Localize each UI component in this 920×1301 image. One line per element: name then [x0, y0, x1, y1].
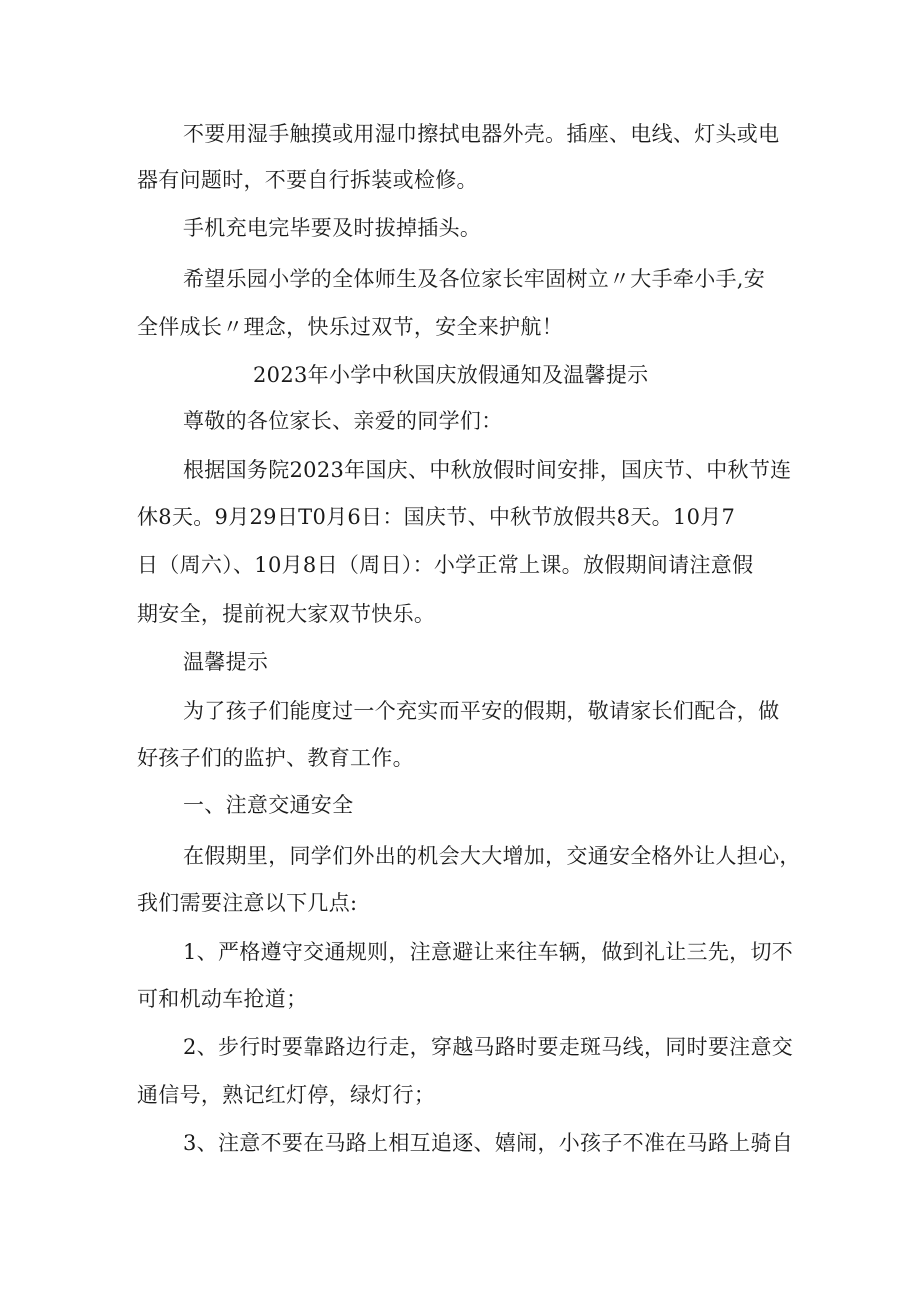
paragraph-line: 全伴成长〃理念，快乐过双节，安全来护航！ [137, 315, 563, 339]
paragraph-line: 希望乐园小学的全体师生及各位家长牢固树立〃大手牵小手,安 [183, 267, 766, 291]
paragraph-line: 在假期里，同学们外出的机会大大增加，交通安全格外让人担心， [183, 844, 801, 868]
paragraph-line: 器有问题时，不要自行拆装或检修。 [137, 168, 478, 192]
paragraph-line: 日（周六）、10月8日（周日）：小学正常上课。放假期间请注意假 [137, 553, 754, 577]
paragraph-line: 我们需要注意以下几点: [137, 891, 358, 915]
list-item-line: 3、注意不要在马路上相互追逐、嬉闹，小孩子不准在马路上骑自 [183, 1131, 794, 1155]
list-item-line: 1、严格遵守交通规则，注意避让来往车辆，做到礼让三先，切不 [183, 940, 794, 964]
notice-title: 2023年小学中秋国庆放假通知及温馨提示 [253, 363, 649, 387]
paragraph-line: 根据国务院2023年国庆、中秋放假时间安排，国庆节、中秋节连 [183, 458, 792, 482]
salutation: 尊敬的各位家长、亲爱的同学们： [183, 409, 503, 433]
paragraph-line: 手机充电完毕要及时拔掉插头。 [183, 216, 482, 240]
list-item-line: 2、步行时要靠路边行走，穿越马路时要走斑马线，同时要注意交 [183, 1035, 794, 1059]
section-heading: 一、注意交通安全 [183, 793, 354, 817]
paragraph-line: 好孩子们的监护、教育工作。 [137, 746, 414, 770]
list-item-line: 通信号，熟记红灯停，绿灯行； [137, 1083, 436, 1107]
list-item-line: 可和机动车抢道； [137, 987, 308, 1011]
paragraph-line: 休8天。9月29日T0月6日：国庆节、中秋节放假共8天。10月7 [137, 505, 736, 529]
section-heading: 温馨提示 [183, 650, 269, 674]
paragraph-line: 期安全，提前祝大家双节快乐。 [137, 602, 436, 626]
paragraph-line: 为了孩子们能度过一个充实而平安的假期，敬请家长们配合，做 [183, 699, 780, 723]
paragraph-line: 不要用湿手触摸或用湿巾擦拭电器外壳。插座、电线、灯头或电 [183, 122, 780, 146]
